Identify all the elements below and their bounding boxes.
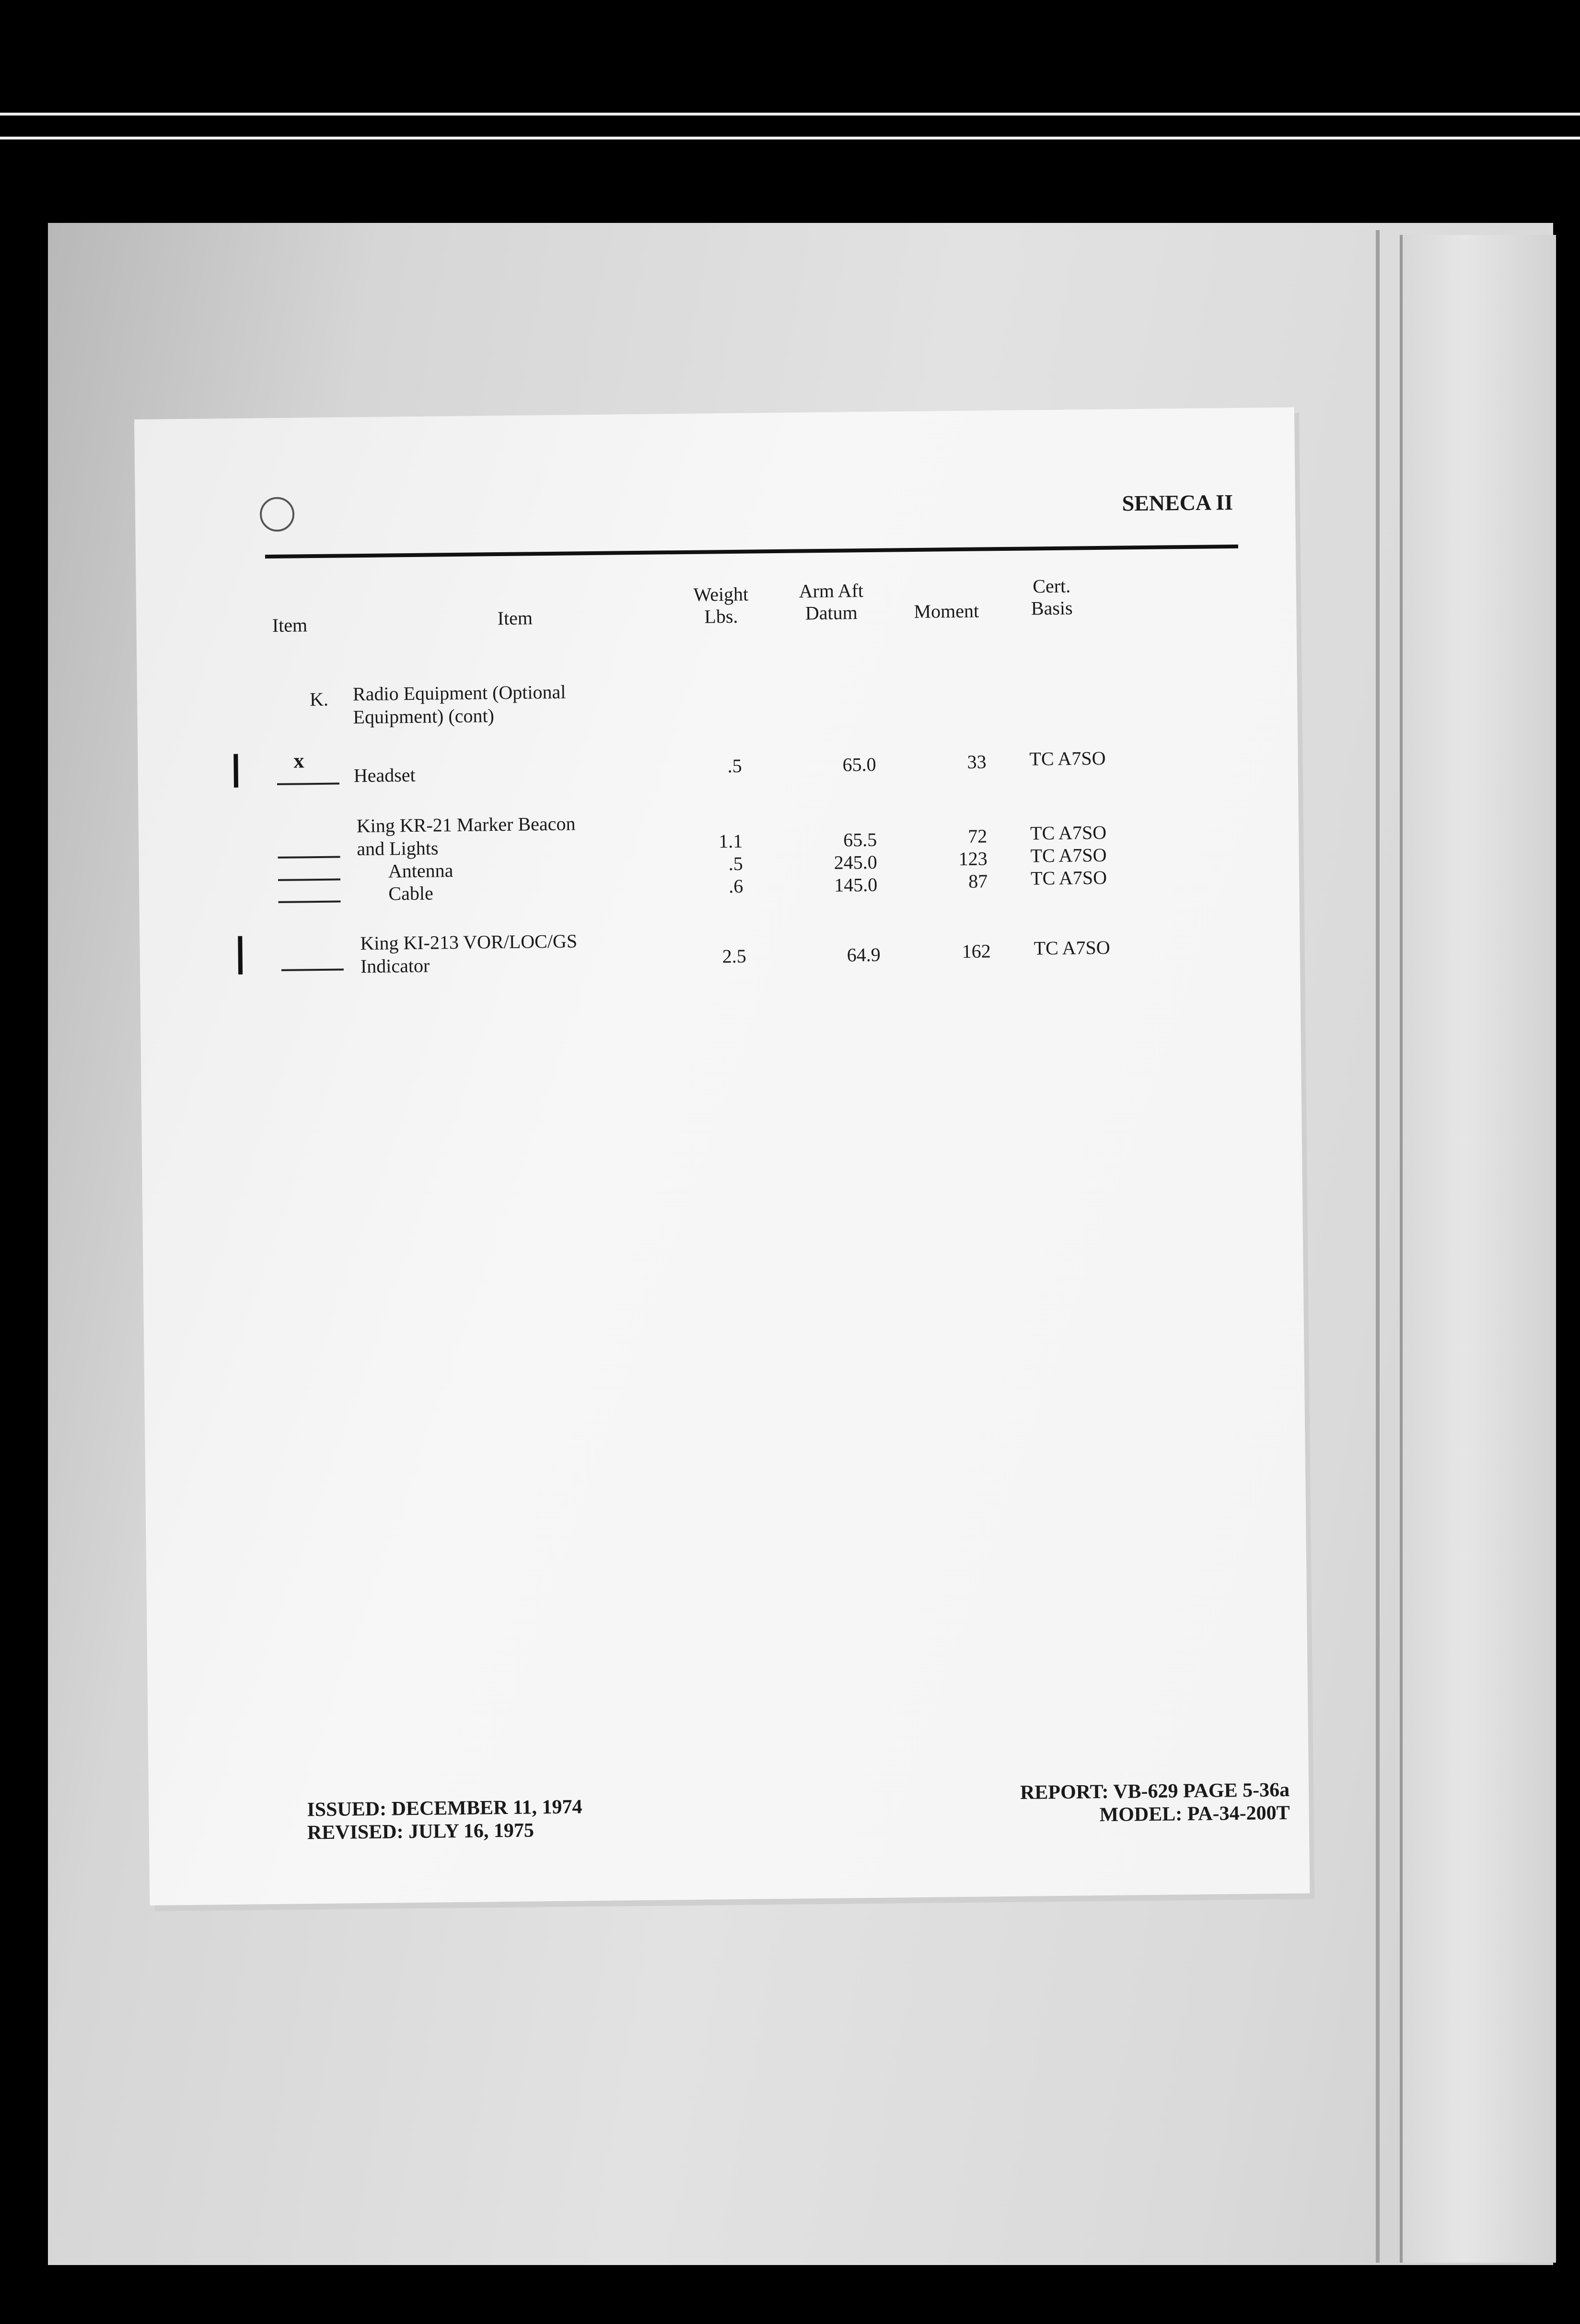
- section-letter: K.: [309, 688, 329, 710]
- header-weight: [673, 583, 769, 628]
- weight-value: 2.5: [722, 945, 747, 967]
- arm-value: 65.0: [842, 753, 876, 776]
- revision-bar: [233, 754, 238, 788]
- header-weight-line1: Weight: [693, 583, 749, 605]
- item-name: King KR-21 Marker Beacon: [356, 813, 576, 837]
- issued-date: ISSUED: DECEMBER 11, 1974: [307, 1796, 582, 1821]
- check-mark: x: [293, 749, 304, 773]
- binding-strip: [1400, 235, 1556, 2263]
- section-title-line1: Radio Equipment (Optional: [352, 681, 566, 705]
- check-blank: [277, 783, 339, 785]
- weight-value: .6: [729, 875, 744, 897]
- binding-edge: [1376, 230, 1380, 2263]
- check-blank: [278, 879, 340, 881]
- header-item-code: Item: [272, 614, 308, 637]
- report-number: REPORT: VB-629 PAGE 5-36a: [1020, 1778, 1290, 1804]
- page-title: SENECA II: [1122, 490, 1233, 516]
- moment-value: 72: [967, 825, 988, 847]
- revision-bar: [238, 936, 243, 975]
- cert-value: TC A7SO: [1029, 747, 1106, 770]
- header-item: Item: [497, 607, 533, 629]
- cert-value: TC A7SO: [1034, 936, 1110, 959]
- cert-value: TC A7SO: [1030, 844, 1107, 867]
- item-name-line2: Indicator: [360, 954, 430, 977]
- item-name-line2: and Lights: [357, 837, 439, 860]
- header-arm-line2: Datum: [805, 602, 858, 624]
- check-blank: [278, 856, 340, 859]
- arm-value: 64.9: [847, 943, 881, 966]
- header-cert-line2: Basis: [1031, 597, 1073, 619]
- film-edge: [0, 108, 1580, 161]
- revised-date: REVISED: JULY 16, 1975: [307, 1819, 534, 1844]
- moment-value: 33: [967, 751, 987, 773]
- cert-value: TC A7SO: [1030, 866, 1107, 889]
- weight-value: 1.1: [719, 830, 743, 852]
- check-blank: [279, 901, 341, 903]
- document-page: [134, 407, 1310, 1906]
- weight-value: .5: [728, 852, 744, 875]
- film-line-top: [0, 113, 1580, 116]
- moment-value: 123: [958, 848, 988, 870]
- item-name: Headset: [353, 764, 416, 787]
- weight-value: .5: [727, 755, 742, 777]
- item-name: Antenna: [388, 860, 453, 882]
- header-moment: Moment: [914, 600, 979, 622]
- header-cert: [1004, 575, 1100, 620]
- film-line-bottom: [0, 137, 1580, 139]
- punch-hole: [260, 497, 295, 532]
- arm-value: 65.5: [843, 828, 877, 851]
- header-cert-line1: Cert.: [1033, 575, 1071, 597]
- cert-value: TC A7SO: [1030, 821, 1107, 844]
- arm-value: 245.0: [834, 851, 877, 873]
- arm-value: 145.0: [834, 873, 878, 896]
- item-name: Cable: [388, 882, 433, 905]
- moment-value: 87: [968, 870, 988, 892]
- header-rule: [265, 545, 1238, 558]
- header-arm: [774, 580, 889, 625]
- item-name: King KI-213 VOR/LOC/GS: [360, 930, 578, 954]
- section-title-line2: Equipment) (cont): [353, 705, 495, 728]
- moment-value: 162: [962, 940, 991, 962]
- check-blank: [281, 968, 344, 971]
- header-arm-line1: Arm Aft: [799, 580, 864, 602]
- model-number: MODEL: PA-34-200T: [1099, 1801, 1290, 1826]
- header-weight-line2: Lbs.: [704, 605, 738, 627]
